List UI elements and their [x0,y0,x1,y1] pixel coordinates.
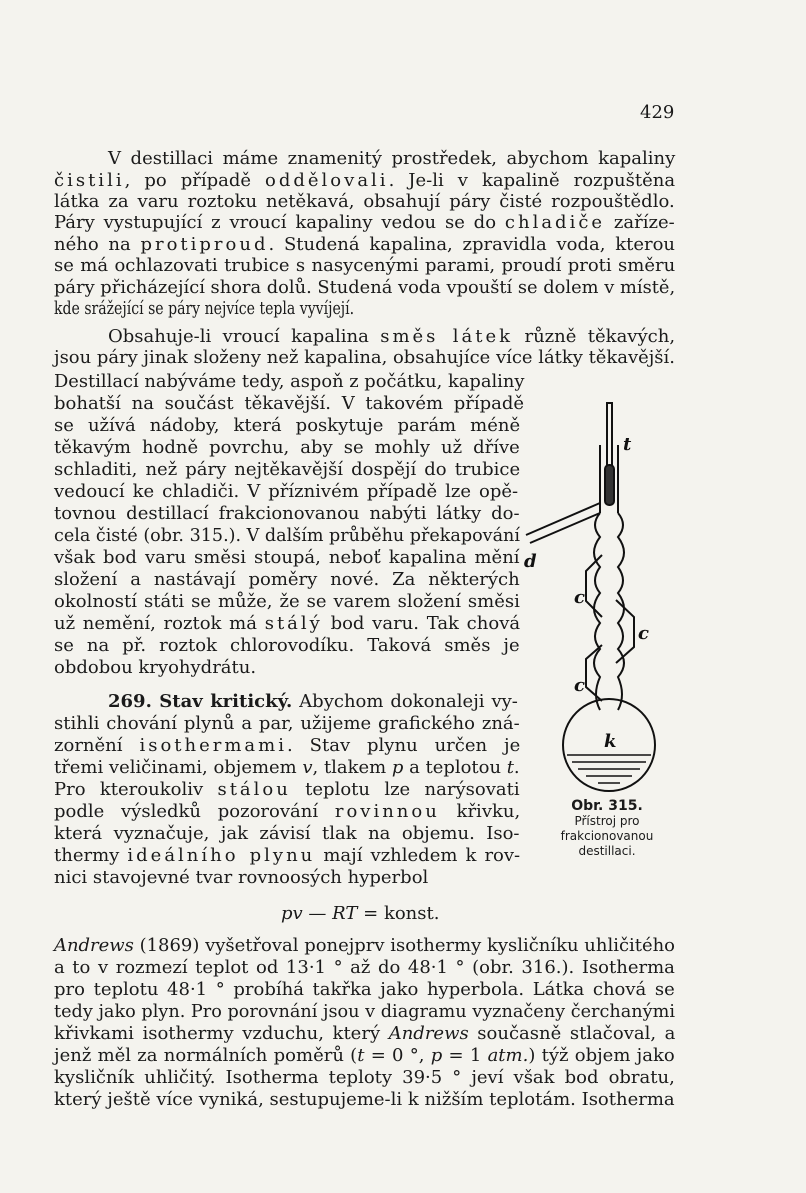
return-tube-middle [616,600,634,663]
text-run: . Stav plynu určen je [287,735,521,756]
text-line [54,415,520,436]
formula-mid: RT [332,903,358,924]
spaced-emphasis: stálý [264,613,323,634]
text-line [54,713,520,734]
page-number: 429 [640,102,675,123]
text-line [54,255,675,276]
text-line [54,1045,675,1066]
label-t: t [623,434,632,455]
text-line [54,1089,675,1110]
text-run: Destillací nabýváme tedy, aspoň z počátku, kapaliny [54,371,525,392]
formula-lhs: pv [281,903,303,924]
figure-caption [532,799,682,859]
text-line [54,635,520,656]
caption-line: frakcionovanou [560,829,654,843]
text-run: podle výsledků pozorování [54,801,335,822]
text-line [54,867,428,888]
text-run: složení a nastávají poměry nové. Za některých [54,569,520,590]
text-line [54,212,675,233]
text-run: schladiti, než páry nejtěkavější dospějí do trubice [54,459,521,480]
text-run: bod varu. Tak chová [322,613,521,634]
text-line [54,371,524,392]
text-line [108,326,675,347]
formula [281,903,439,924]
text-line [54,591,520,612]
text-line [54,459,520,480]
text-run: tovnou destillací frakcionovanou nabýti látky do- [54,503,520,524]
spaced-emphasis: protiproud [140,234,269,255]
italic-term: p [391,757,404,778]
text-run: Páry vystupující z vroucí kapaliny vedou se do [54,212,505,233]
text-run: která vyznačuje, jak závisí tlak na objemu. Iso- [54,823,520,844]
text-line [108,691,518,712]
text-line [54,757,520,778]
text-line [54,823,520,844]
text-line [54,298,354,319]
caption-line: Přístroj pro [574,814,640,828]
text-run: (1869) vyšetřoval ponejprv isothermy kysličníku uhličitého [133,935,676,956]
text-run: současně stlačoval, a [468,1023,676,1044]
text-line [54,481,518,502]
thermometer-bulb [605,465,614,505]
text-run: křivkami isothermy vzduchu, který [54,1023,389,1044]
text-run: třemi veličinami, objemem [54,757,303,778]
text-line [54,735,520,756]
formula-eq: = [357,903,384,924]
spaced-emphasis: ideálního plynu [127,845,316,866]
text-run: . Je-li v kapalině rozpuštěna [388,170,676,191]
spaced-emphasis: oddělovali [265,170,389,191]
text-run: . Studená kapalina, zpravidla voda, kterou [268,234,676,255]
spaced-emphasis: chladiče [504,212,606,233]
formula-op: — [302,903,333,924]
text-run: = 1 [442,1045,488,1066]
text-line [54,801,520,822]
caption-title: Obr. 315. [571,798,643,814]
text-run: = 0 °, [364,1045,431,1066]
spaced-emphasis: rovinnou [334,801,440,822]
text-run: mají vzhledem k rov- [315,845,521,866]
text-run: , po případě [124,170,266,191]
text-run: už nemění, roztok má [54,613,265,634]
text-run: páry přicházející shora dolů. Studená voda vpouští se dolem v místě, [54,277,676,298]
text-line [54,525,520,546]
italic-term: atm. [487,1045,529,1066]
side-arm [526,503,600,543]
spaced-emphasis: isothermami [139,735,287,756]
text-line [54,547,520,568]
text-run: zornění [54,735,140,756]
caption-line: destillaci. [578,844,636,858]
text-line [108,148,675,169]
italic-term: Andrews [54,935,134,956]
text-line [54,503,520,524]
text-line [54,1001,675,1022]
text-run: se má ochlazovati trubice s nasycenými parami, proudí proti směru [54,255,676,276]
text-run: nici stavojevné tvar rovnoosých hyperbol [54,867,429,888]
text-run: a to v rozmezí teplot od 13·1 ° až do 48·1 ° (obr. 316.). Isotherma [54,957,675,978]
text-run: . [513,757,520,778]
text-run: křivku, [439,801,521,822]
text-line [54,1067,675,1088]
text-run: cela čisté (obr. 315.). V dalším průběhu překapování [54,525,520,546]
column-bulbs [594,513,624,710]
text-run: Obsahuje-li vroucí kapalina [108,326,381,347]
text-line [54,347,675,368]
text-run: kde srážející se páry nejvíce tepla vyvíjejí. [54,298,355,319]
text-run: ného na [54,234,141,255]
text-run: Pro kteroukoliv [54,779,218,800]
return-tube-upper [586,555,602,617]
text-run: obdobou kryohydrátu. [54,657,257,678]
italic-term: t [506,757,514,778]
text-run: tedy jako plyn. Pro porovnání jsou v diagramu vyznačeny čerchanými [54,1001,676,1022]
text-line [54,191,675,212]
text-line [54,613,520,634]
text-run: se na př. roztok chlorovodíku. Taková směs je [54,635,520,656]
text-run: teplotu lze narýsovati [290,779,520,800]
label-d: d [524,551,537,572]
text-run: vedoucí ke chladiči. V příznivém případě lze opě- [54,481,519,502]
text-line [54,1023,675,1044]
text-run: stihli chování plynů a par, užijeme grafického zná- [54,713,520,734]
text-line [54,437,520,458]
text-run: a teplotou [403,757,507,778]
text-run: thermy [54,845,128,866]
text-run: se užívá nádoby, která poskytuje parám méně [54,415,521,436]
text-run: Abychom dokonaleji vy- [292,691,518,712]
italic-term: Andrews [388,1023,469,1044]
text-line [54,979,675,1000]
label-c-middle: c [638,623,649,644]
text-line [54,170,675,191]
text-line [54,393,524,414]
text-run: bohatší na součást těkavější. V takovém případě [54,393,525,414]
text-run: který ještě více vyniká, sestupujeme-li k nižším teplotám. Isotherma [54,1089,675,1110]
text-line [54,779,520,800]
formula-rhs: konst. [383,903,440,924]
text-line [54,935,675,956]
italic-term: t [357,1045,365,1066]
italic-term: v [302,757,313,778]
spaced-emphasis: směs látek [380,326,514,347]
section-heading: 269. Stav kritický. [108,691,293,712]
label-k: k [604,731,617,752]
label-c-lower: c [574,675,585,696]
text-run: zaříze- [605,212,675,233]
text-run: kysličník uhličitý. Isotherma teploty 39·5 ° jeví však bod obratu, [54,1067,675,1088]
italic-term: p [430,1045,443,1066]
text-run: V destillaci máme znamenitý prostředek, abychom kapaliny [108,148,676,169]
text-run: jenž měl za normálních poměrů ( [54,1045,358,1066]
text-run: okolností státi se může, že se varem složení směsi [54,591,520,612]
spaced-emphasis: stálou [217,779,291,800]
text-run: těkavým hodně povrchu, aby se mohly už dříve [54,437,520,458]
text-run: látka za varu roztoku netěkavá, obsahují páry čisté rozpouštědlo. [54,191,675,212]
text-line [54,569,520,590]
text-run: různě těkavých, [513,326,676,347]
label-c-upper: c [574,587,585,608]
text-line [54,957,675,978]
text-line [54,845,520,866]
text-run: pro teplotu 48·1 ° probíhá takřka jako hyperbola. Látka chová se [54,979,675,1000]
text-line [54,657,256,678]
text-run: ) týž objem jako [528,1045,675,1066]
fractional-distillation-figure [520,395,670,805]
spaced-emphasis: čistili [54,170,125,191]
return-tube-lower [586,645,602,701]
text-run: však bod varu směsi stoupá, neboť kapalina mění [54,547,520,568]
text-line [54,277,675,298]
text-run: jsou páry jinak složeny než kapalina, obsahujíce více látky těkavější. [54,347,675,368]
text-line [54,234,675,255]
text-run: , tlakem [312,757,392,778]
